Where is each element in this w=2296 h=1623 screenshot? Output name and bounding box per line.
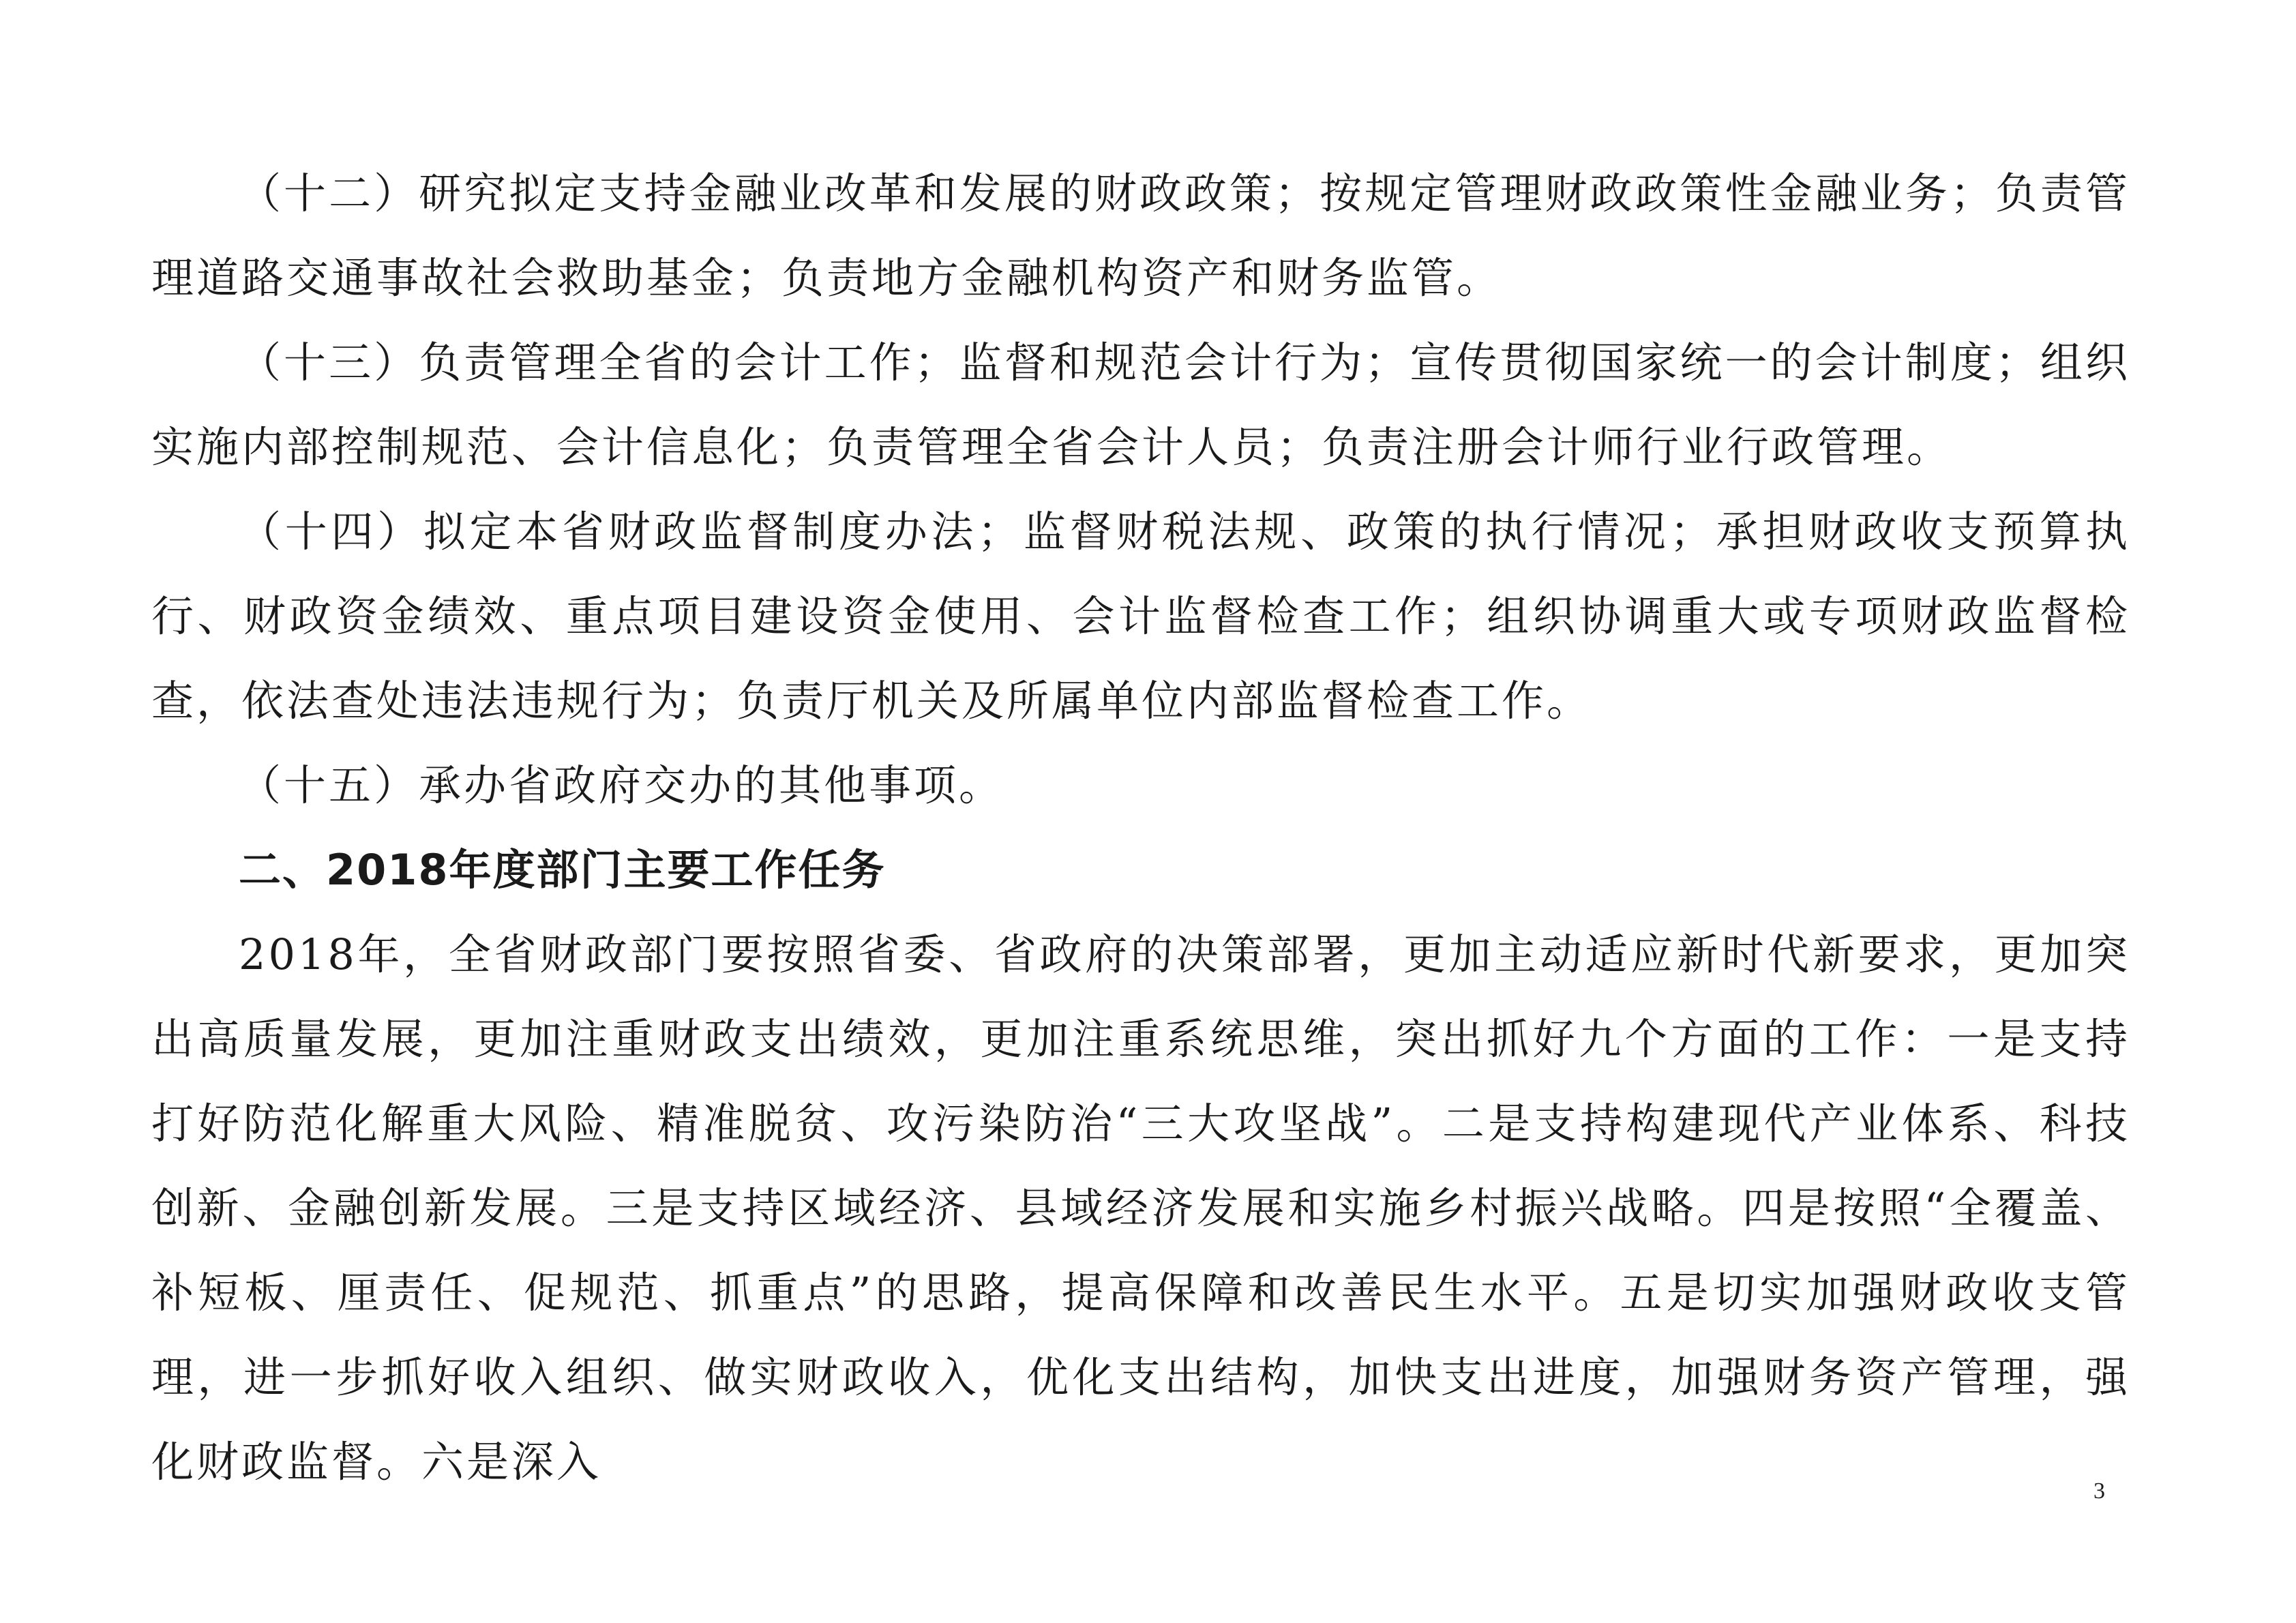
paragraph-item-14: （十四）拟定本省财政监督制度办法；监督财税法规、政策的执行情况；承担财政收支预算执行、财政资金绩效、重点项目建设资金使用、会计监督检查工作；组织协调重大或专项财政监督检查，依法查处违法违规行为；负责厅机关及所属单位内部监督检查工作。: [151, 507, 2130, 726]
page-number: 3: [2093, 1478, 2105, 1504]
body-text: [151, 151, 2130, 1504]
paragraph-item-12: （十二）研究拟定支持金融业改革和发展的财政政策；按规定管理财政政策性金融业务；负责管理道路交通事故社会救助基金；负责地方金融机构资产和财务监管。: [151, 168, 2130, 303]
paragraph-main-tasks: 2018年，全省财政部门要按照省委、省政府的决策部署，更加主动适应新时代新要求，更加突出高质量发展，更加注重财政支出绩效，更加注重系统思维，突出抓好九个方面的工作：一是支持打好防范化解重大风险、精准脱贫、攻污染防治“三大攻坚战”。二是支持构建现代产业体系、科技创新、金融创新发展。三是支持区域经济、县域经济发展和实施乡村振兴战略。四是按照“全覆盖、补短板、厘责任、促规范、抓重点”的思路，提高保障和改善民生水平。五是切实加强财政收支管理，进一步抓好收入组织、做实财政收入，优化支出结构，加快支出进度，加强财务资产管理，强化财政监督。六是深入: [151, 929, 2130, 1487]
paragraph-item-13: （十三）负责管理全省的会计工作；监督和规范会计行为；宣传贯彻国家统一的会计制度；组织实施内部控制规范、会计信息化；负责管理全省会计人员；负责注册会计师行业行政管理。: [151, 338, 2130, 472]
paragraph-item-15: （十五）承办省政府交办的其他事项。: [239, 760, 1004, 810]
section-heading: 二、2018年度部门主要工作任务: [239, 845, 886, 895]
